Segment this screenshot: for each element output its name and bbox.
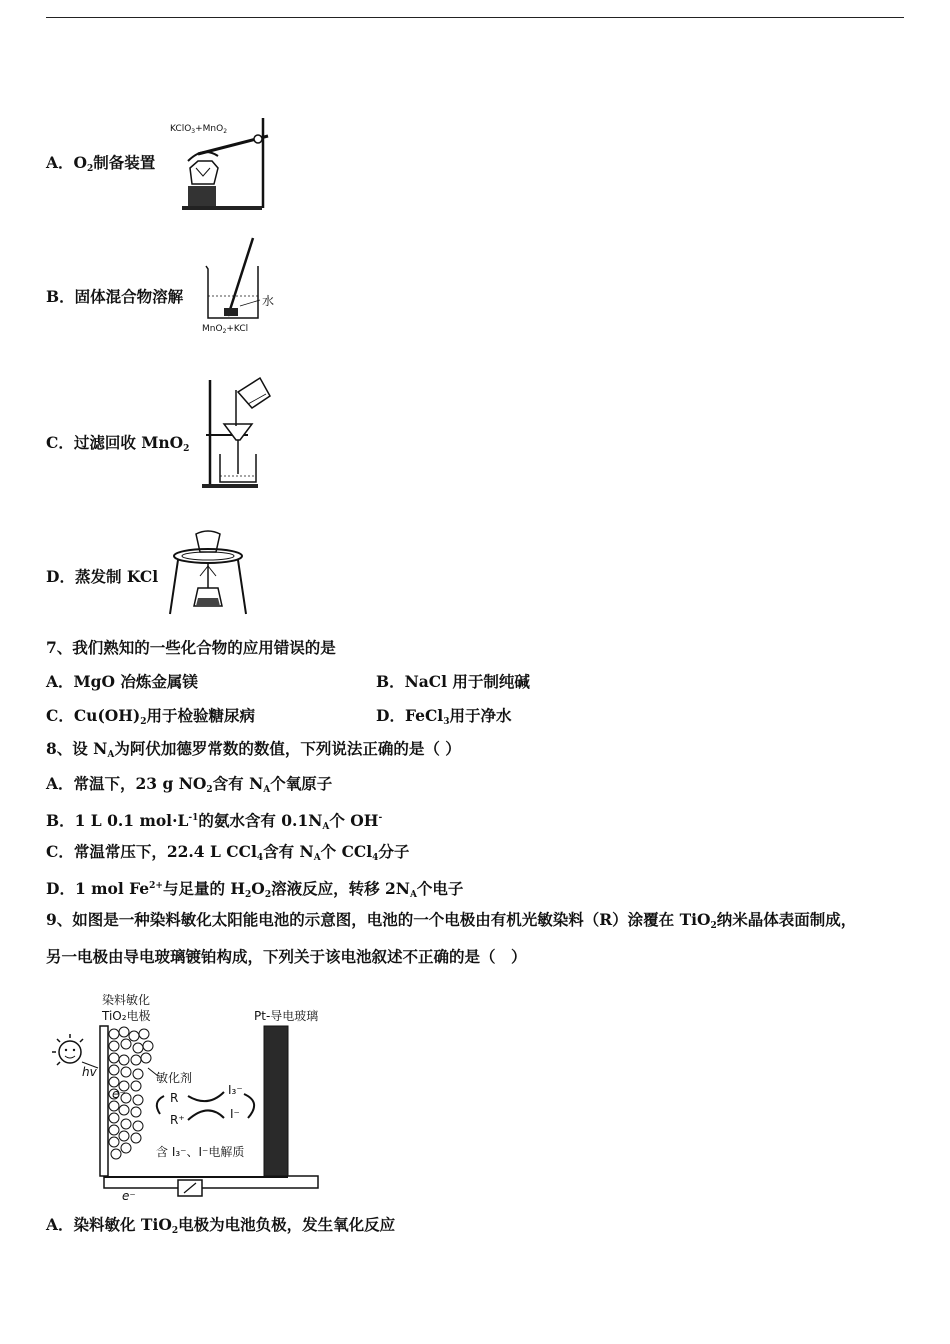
- svg-text:MnO2+KCl: MnO$_2$+KCl: [202, 324, 249, 335]
- svg-text:水: 水: [262, 294, 275, 308]
- q6-option-a: A．$O_2$制备装置: [46, 153, 156, 174]
- q8-option-b: B．1 L 0.1 $mol\cdot L^{-1}$的氨水含有 $0.1N_A$个 OH-: [46, 811, 383, 832]
- q7-option-a: A．MgO 冶炼金属镁: [46, 672, 198, 691]
- solar-cell-figure: [48, 990, 338, 1202]
- svg-text:I⁻: I⁻: [230, 1107, 240, 1121]
- o2-apparatus-figure: [168, 116, 278, 216]
- svg-text:Pt-导电玻璃: Pt-导电玻璃: [254, 1009, 319, 1023]
- q8-option-a: A．常温下，23 g $NO_2$含有 $N_A$个氧原子: [46, 774, 333, 795]
- svg-text:含 I₃⁻、I⁻电解质: 含 I₃⁻、I⁻电解质: [156, 1145, 245, 1159]
- q9-stem-line2: 另一电极由导电玻璃镀铂构成，下列关于该电池叙述不正确的是（ ）: [46, 947, 527, 966]
- q6-option-c: C．过滤回收 MnO$_2$: [46, 433, 190, 454]
- q9-option-a: A．染料敏化 TiO$_2$电极为电池负极，发生氧化反应: [46, 1215, 396, 1236]
- svg-text:染料敏化: 染料敏化: [102, 993, 151, 1007]
- svg-text:KClO3+MnO2: KClO$_3$+MnO$_2$: [170, 124, 228, 135]
- beaker-dissolve-figure: [198, 236, 288, 336]
- evaporation-figure: [166, 526, 252, 618]
- q7-option-c: C．$Cu(OH)_2$用于检验糖尿病: [46, 706, 256, 727]
- q7-option-d: D．FeCl$_3$用于净水: [376, 706, 512, 727]
- svg-text:TiO₂电极: TiO₂电极: [102, 1009, 151, 1023]
- svg-text:e⁻: e⁻: [122, 1189, 136, 1202]
- svg-text:e⁻: e⁻: [112, 1087, 126, 1101]
- svg-text:I₃⁻: I₃⁻: [228, 1083, 243, 1097]
- sun-icon: [52, 1034, 83, 1065]
- q8-stem: 8、设 $N_A$为阿伏加德罗常数的数值，下列说法正确的是（ ）: [46, 739, 461, 760]
- header-rule: [46, 17, 904, 18]
- svg-text:hv: hv: [82, 1065, 97, 1079]
- q9-stem-line1: 9、如图是一种染料敏化太阳能电池的示意图，电池的一个电极由有机光敏染料（R）涂覆在 TiO$_2$纳米晶体表面制成，: [46, 910, 857, 931]
- svg-text:R⁺: R⁺: [170, 1113, 185, 1127]
- q7-stem: 7、我们熟知的一些化合物的应用错误的是: [46, 638, 336, 657]
- q6-option-d: D．蒸发制 KCl: [46, 567, 159, 586]
- svg-text:R: R: [170, 1091, 179, 1105]
- svg-text:敏化剂: 敏化剂: [156, 1071, 193, 1085]
- q6-option-b: B．固体混合物溶解: [46, 287, 184, 306]
- filtration-figure: [198, 374, 278, 492]
- q7-option-b: B．NaCl 用于制纯碱: [376, 672, 530, 691]
- q8-option-c: C．常温常压下，22.4 L CCl$_4$含有 $N_A$个 CCl$_4$分子: [46, 842, 410, 863]
- q8-option-d: D．1 mol $Fe^{2+}$与足量的 $H_2O_2$溶液反应，转移 $2N_A$个电子: [46, 879, 464, 900]
